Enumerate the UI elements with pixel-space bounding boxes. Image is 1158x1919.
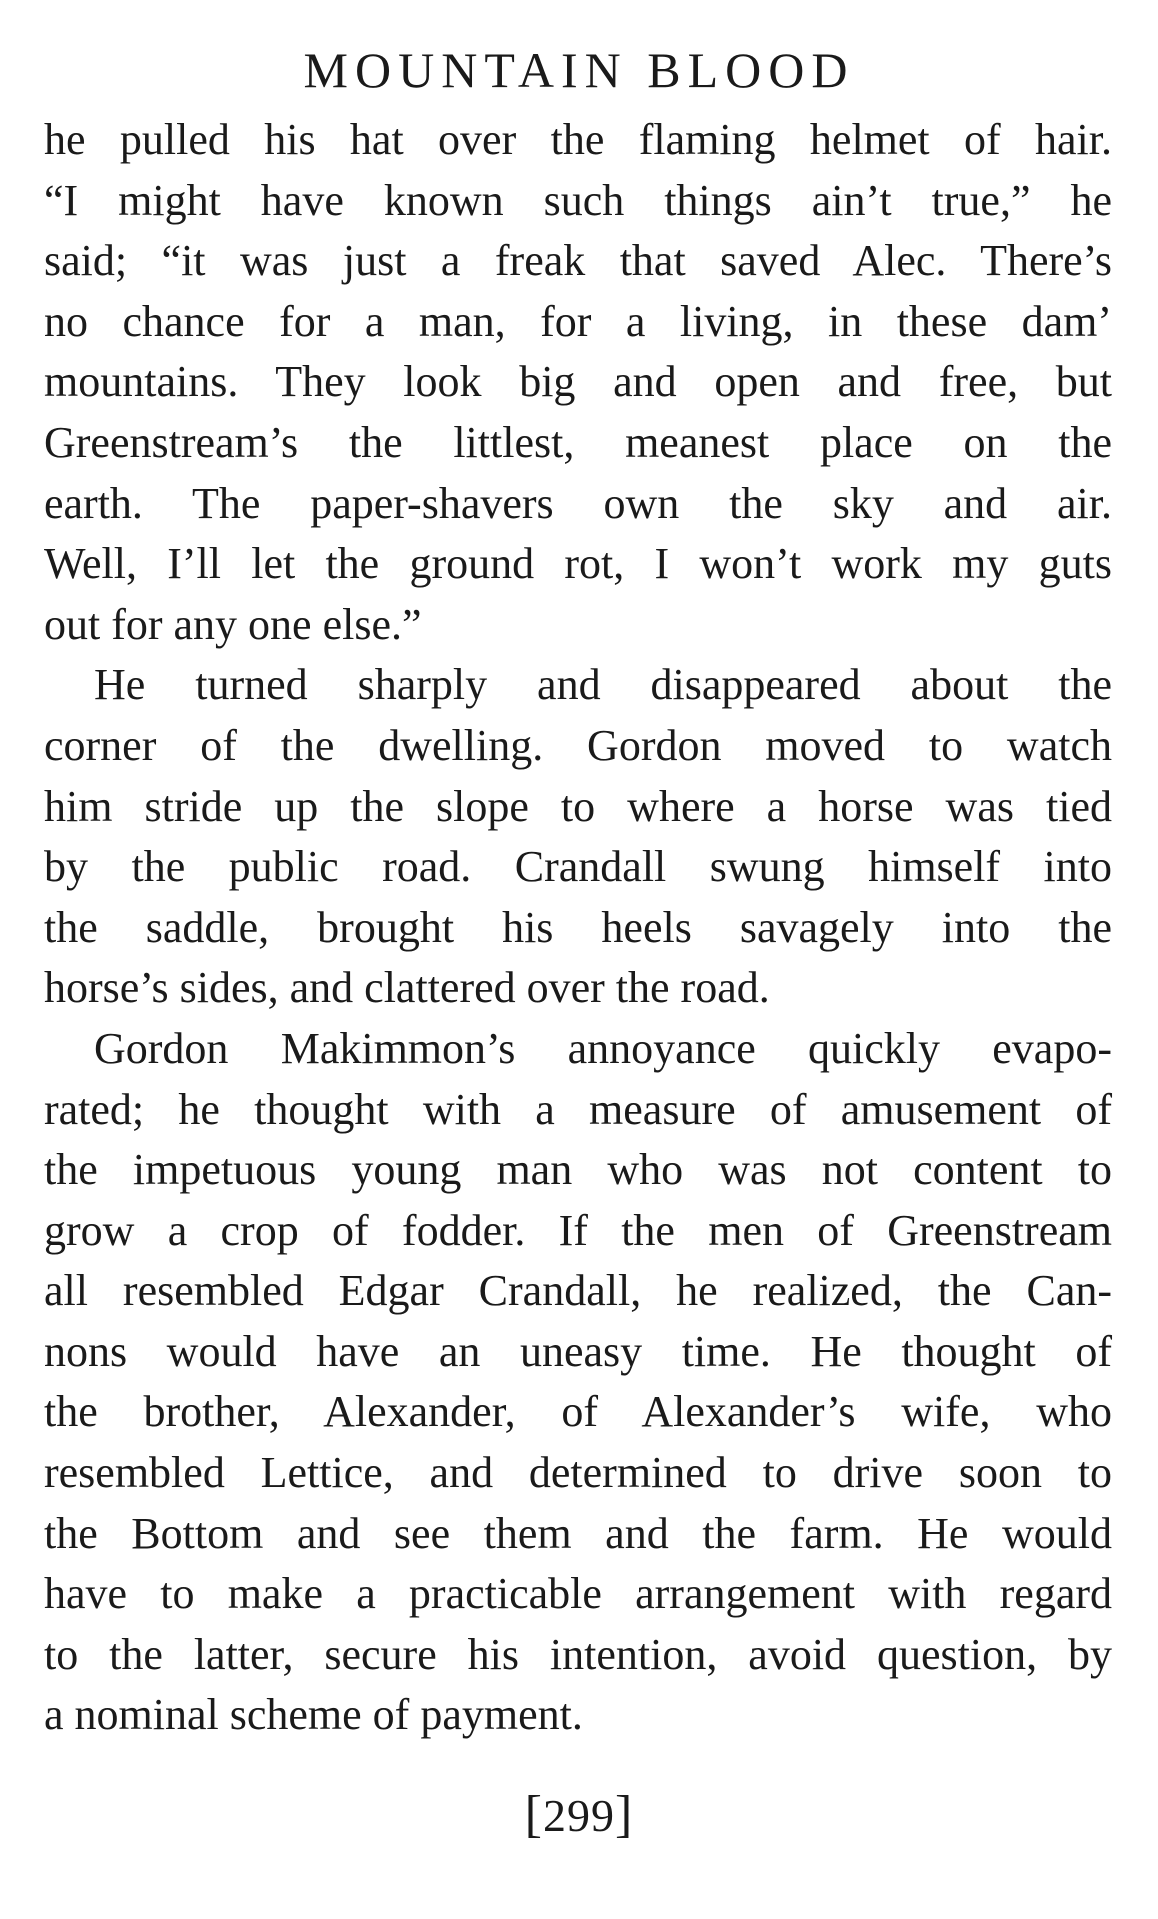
text-line: horse’s sides, and clattered over the road.: [44, 963, 770, 1013]
folio-bracket-close: ]: [615, 1786, 634, 1843]
text-line: the brother, Alexander, of Alexander’s wife, who: [44, 1387, 1112, 1437]
text-line: He turned sharply and disappeared about the: [94, 660, 1112, 710]
text-line: said; “it was just a freak that saved Alec. There’s: [44, 236, 1112, 286]
text-line: the impetuous young man who was not content to: [44, 1145, 1112, 1195]
text-line: mountains. They look big and open and free, but: [44, 357, 1112, 407]
text-line: no chance for a man, for a living, in these dam’: [44, 296, 1112, 346]
text-line: corner of the dwelling. Gordon moved to watch: [44, 720, 1112, 770]
page-number: [0, 1785, 1158, 1846]
text-line: Greenstream’s the littlest, meanest place on the: [44, 417, 1112, 467]
text-line: out for any one else.”: [44, 599, 422, 649]
paragraph-3: [44, 1019, 1112, 1746]
text-line: he pulled his hat over the flaming helmet of hair.: [44, 115, 1112, 164]
text-line: Gordon Makimmon’s annoyance quickly evapo-: [94, 1023, 1112, 1073]
text-line: all resembled Edgar Crandall, he realized, the Can-: [44, 1266, 1112, 1316]
paragraph-2: [44, 655, 1112, 1019]
page-number-value: 299: [543, 1790, 615, 1841]
text-line: Well, I’ll let the ground rot, I won’t work my guts: [44, 539, 1112, 589]
text-line: the Bottom and see them and the farm. He would: [44, 1508, 1112, 1558]
running-title: MOUNTAIN BLOOD: [303, 42, 855, 98]
body-text: [44, 110, 1112, 1746]
text-line: by the public road. Crandall swung himself into: [44, 842, 1112, 892]
folio-bracket-open: [: [524, 1786, 543, 1843]
text-line: to the latter, secure his intention, avoid question, by: [44, 1629, 1112, 1679]
text-line: him stride up the slope to where a horse was tied: [44, 781, 1112, 831]
text-line: grow a crop of fodder. If the men of Greenstream: [44, 1205, 1112, 1255]
text-line: nons would have an uneasy time. He thought of: [44, 1326, 1112, 1376]
text-line: earth. The paper-shavers own the sky and air.: [44, 478, 1112, 528]
text-line: resembled Lettice, and determined to drive soon to: [44, 1448, 1112, 1498]
text-line: rated; he thought with a measure of amusement of: [44, 1084, 1112, 1134]
paragraph-1: [44, 110, 1112, 655]
text-line: “I might have known such things ain’t true,” he: [44, 175, 1112, 225]
text-line: the saddle, brought his heels savagely into the: [44, 902, 1112, 952]
text-line: a nominal scheme of payment.: [44, 1690, 583, 1740]
text-line: have to make a practicable arrangement with regard: [44, 1569, 1112, 1619]
